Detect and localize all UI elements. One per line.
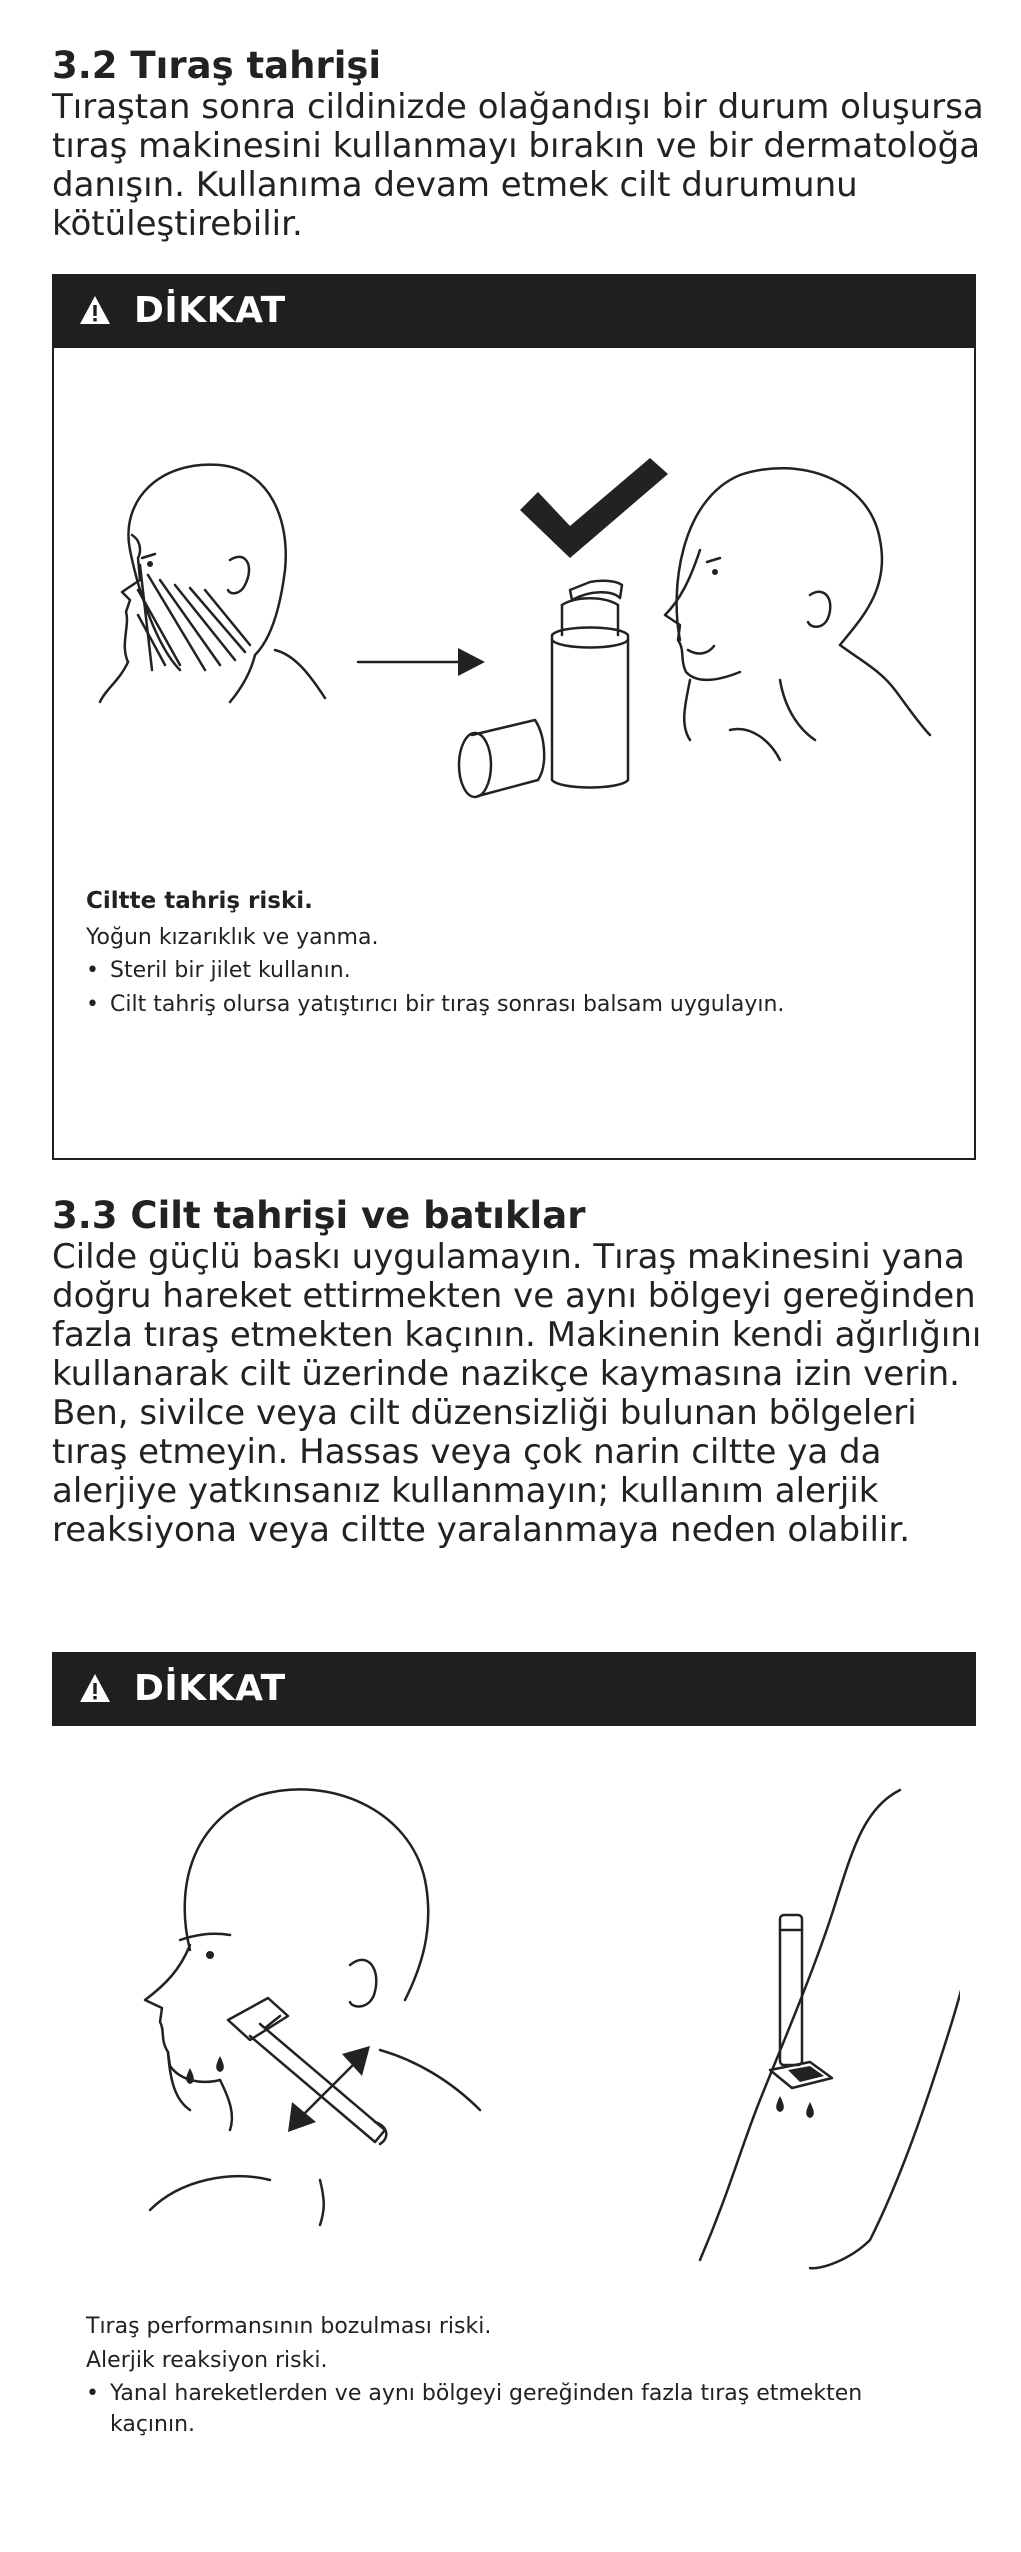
irritation-illustration bbox=[80, 440, 960, 820]
caution-banner-2 bbox=[52, 1652, 976, 1726]
section-3-3-title: 3.3 Cilt tahrişi ve batıklar bbox=[52, 1194, 586, 1237]
caution-label: DİKKAT bbox=[134, 1668, 286, 1709]
smiling-man-figure bbox=[665, 468, 930, 760]
warning-2-line: Tıraş performansının bozulması riski. bbox=[86, 2314, 492, 2339]
section-3-3-body: Cilde güçlü baskı uygulamayın. Tıraş makinesini yana doğru hareket ettirmekten ve aynı bölgeyi gereğinden fazla tıraş etmekten kaçının. Makinenin kendi ağırlığını kullanarak cilt üzerinde nazikçe kaymasına izin verin. Ben, sivilce veya cilt düzensizliği bulunan bölgeleri tıraş etmeyin. Hassas veya çok narin ciltte ya da alerjiye yatkınsanız kullanmayın; kullanım alerjik reaksiyona veya ciltte yaralanmaya neden olabilir. bbox=[52, 1237, 982, 1550]
section-3-2-title: 3.2 Tıraş tahrişi bbox=[52, 44, 382, 87]
warning-triangle-icon bbox=[78, 1672, 112, 1704]
caution-banner-1 bbox=[52, 274, 976, 348]
razor-on-skin-closeup bbox=[700, 1790, 960, 2268]
checkmark-icon bbox=[520, 458, 668, 558]
warning-2-bullet: • Yanal hareketlerden ve aynı bölgeyi gereğinden fazla tıraş etmekten kaçının. bbox=[86, 2378, 946, 2440]
warning-2-line: Alerjik reaksiyon riski. bbox=[86, 2348, 328, 2373]
arrow-icon bbox=[358, 648, 485, 676]
section-3-2-body: Tıraştan sonra cildinizde olağandışı bir durum oluşursa tıraş makinesini kullanmayı bırakın ve bir dermatoloğa danışın. Kullanıma devam etmek cilt durumunu kötüleştirebilir. bbox=[52, 87, 984, 244]
aftershave-balm-bottle bbox=[459, 581, 628, 797]
man-shaving-figure bbox=[145, 1789, 480, 2225]
shaving-pressure-illustration bbox=[120, 1770, 960, 2290]
warning-1-bullet: • Steril bir jilet kullanın. bbox=[86, 955, 946, 986]
warning-1-bullet: • Cilt tahriş olursa yatıştırıcı bir tıraş sonrası balsam uygulayın. bbox=[86, 989, 946, 1020]
warning-1-line: Yoğun kızarıklık ve yanma. bbox=[86, 925, 379, 950]
warning-1-heading: Ciltte tahriş riski. bbox=[86, 888, 313, 914]
warning-triangle-icon bbox=[78, 294, 112, 326]
caution-label: DİKKAT bbox=[134, 290, 286, 331]
man-with-beard-figure bbox=[100, 465, 325, 702]
